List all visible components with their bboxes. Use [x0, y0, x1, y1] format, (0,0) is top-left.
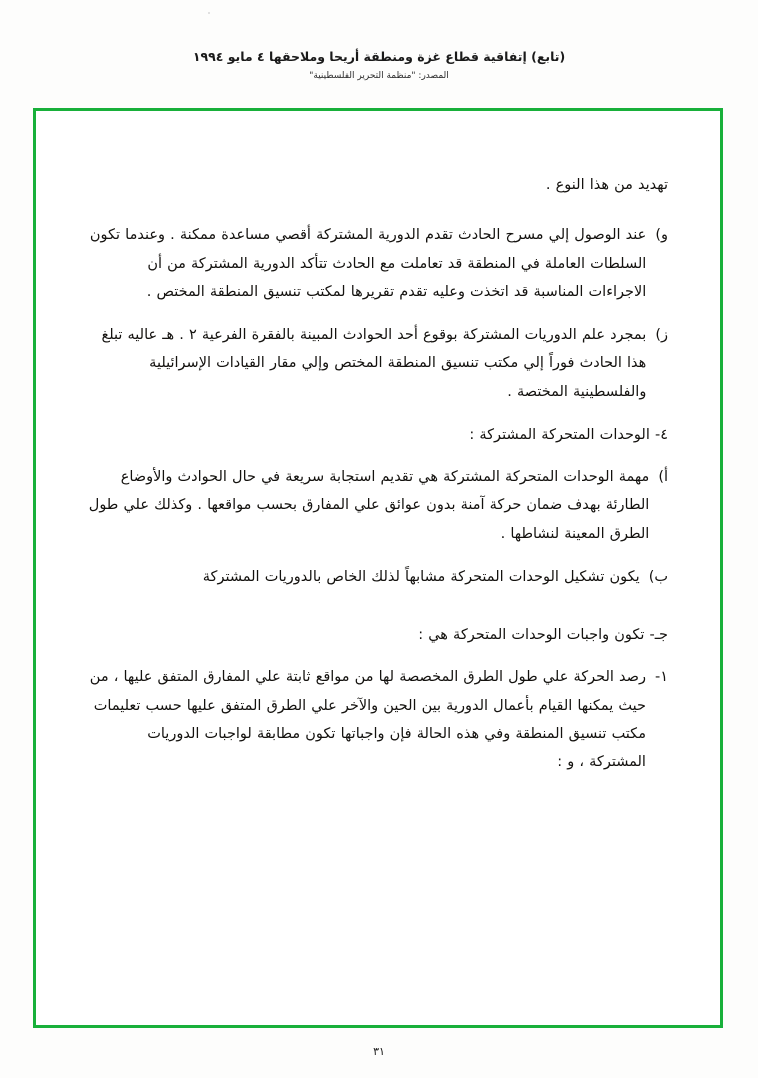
sub-item-1 — [88, 663, 668, 776]
lead-line: تهديد من هذا النوع . — [545, 177, 668, 193]
paragraph-text: يكون تشكيل الوحدات المتحركة مشابهاً لذلك الخاص بالدوريات المشتركة — [202, 568, 640, 585]
paragraph-text: مهمة الوحدات المتحركة المشتركة هي تقديم استجابة سريعة في حال الحوادث والأوضاع الطارئة بهدف ضمان حركة آمنة بدون عوائق علي المفارق بحسب مواقعها . وكذلك علي طول الطرق المعينة لنشاطها . — [88, 469, 650, 542]
paragraph-marker: أ) — [658, 469, 668, 486]
header-source: المصدر: "منظمة التحرير الفلسطينية" — [309, 70, 449, 81]
paragraph-text: بمجرد علم الدوريات المشتركة بوقوع أحد الحوادث المبينة بالفقرة الفرعية ٢ . هـ عاليه تبلغ هذا الحادث فوراً إلي مكتب تنسيق المنطقة المختص وإلي مقار القيادات الإسرائيلية والفلسطينية المختصة . — [101, 327, 647, 400]
green-border-frame — [33, 108, 723, 1028]
page-number: ٣١ — [373, 1045, 385, 1058]
section-item-alef — [88, 463, 668, 548]
paragraph-marker: ١- — [654, 669, 668, 686]
body-text — [88, 171, 668, 777]
section-item-ba — [88, 563, 668, 591]
paragraph-marker: و) — [655, 227, 668, 244]
paragraph-zay — [88, 321, 668, 406]
page-content-area — [36, 111, 720, 1025]
paragraph-marker: ز) — [655, 327, 668, 344]
paragraph-waw — [88, 221, 668, 306]
paragraph-text: رصد الحركة علي طول الطرق المخصصة لها من مواقع ثابتة علي المفارق المتفق عليها ، من حيث يمكنها القيام بأعمال الدورية بين الحين والآخر علي الطرق المتفق عليها حسب تعليمات مكتب تنسيق المنطقة وفي هذه الحالة فإن واجباتها تكون مطابقة لواجبات الدوريات المشتركة ، و : — [89, 669, 646, 771]
print-speckle — [208, 12, 210, 14]
header-title: (تابع) إتفاقية قطاع غزة ومنطقة أريحا وملاحقها ٤ مايو ١٩٩٤ — [192, 49, 566, 64]
page-footer — [0, 1045, 758, 1058]
paragraph-text: عند الوصول إلي مسرح الحادث تقدم الدورية المشتركة أقصي مساعدة ممكنة . وعندما تكون السلطات العاملة في المنطقة قد تعاملت مع الحادث تتأكد الدورية المشتركة من أن الاجراءات المناسبة قد اتخذت وعليه تقدم تقريرها لمكتب تنسيق المنطقة المختص . — [89, 227, 647, 300]
sub-heading: جـ- تكون واجبات الوحدات المتحركة هي : — [418, 627, 668, 644]
page-header — [0, 48, 758, 81]
section-heading: ٤- الوحدات المتحركة المشتركة : — [469, 426, 668, 443]
paragraph-marker: ب) — [648, 568, 668, 585]
